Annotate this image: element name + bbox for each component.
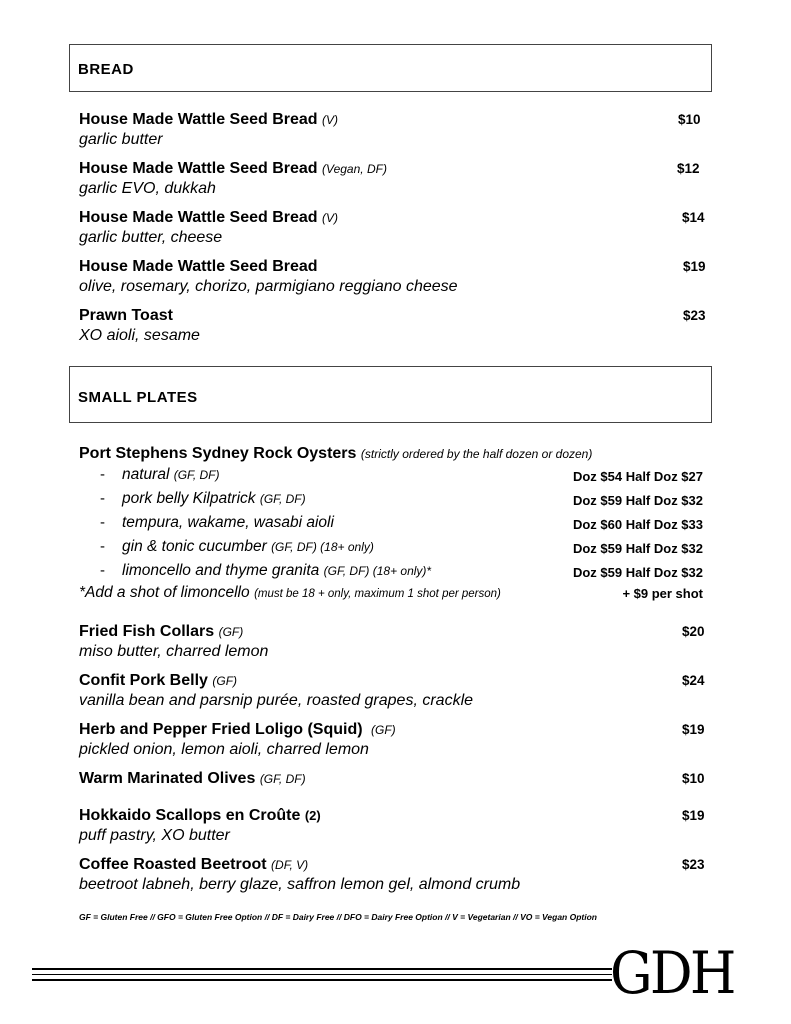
oyster-option [100, 538, 705, 558]
oyster-option [100, 562, 705, 582]
item-price: $19 [683, 259, 706, 274]
oyster-option-price: Doz $59 Half Doz $32 [572, 565, 703, 580]
menu-item [79, 770, 709, 790]
oyster-option-label: tempura, wakame, wasabi aioli [122, 514, 334, 531]
item-dietary-tag: (V) [322, 113, 339, 127]
item-description: pickled onion, lemon aioli, charred lemon [79, 741, 369, 758]
bread-section-title: BREAD [78, 61, 134, 78]
addon-note: (must be 18 + only, maximum 1 shot per person) [254, 588, 501, 600]
dietary-legend: GF = Gluten Free // GFO = Gluten Free Option // DF = Dairy Free // DFO = Dairy Free Option // V = Vegetarian // VO = Vegan Option [79, 912, 597, 922]
item-name: Hokkaido Scallops en Croûte [79, 807, 301, 824]
menu-item [79, 258, 709, 296]
oyster-option [100, 466, 705, 486]
oyster-option-label: limoncello and thyme granita [122, 562, 320, 579]
list-dash: - [100, 490, 105, 507]
item-price: $23 [683, 308, 706, 323]
oyster-option-label: natural [122, 466, 170, 483]
item-quantity: (2) [304, 808, 321, 823]
item-description: olive, rosemary, chorizo, parmigiano reggiano cheese [79, 278, 458, 295]
item-description: garlic butter, cheese [79, 229, 223, 246]
oyster-option-price: Doz $59 Half Doz $32 [572, 541, 703, 556]
menu-item [79, 160, 709, 198]
item-description: XO aioli, sesame [79, 327, 200, 344]
item-description: miso butter, charred lemon [79, 643, 269, 660]
item-name: House Made Wattle Seed Bread [79, 258, 318, 275]
item-name: Fried Fish Collars [79, 623, 215, 640]
oyster-option-tag: (GF, DF) (18+ only)* [323, 564, 432, 578]
item-price: $12 [677, 161, 700, 176]
menu-item [79, 856, 709, 894]
menu-item [79, 111, 709, 149]
item-name: House Made Wattle Seed Bread [79, 209, 318, 226]
gdh-logo: GDH [610, 939, 734, 1007]
oysters-heading [79, 445, 709, 463]
limoncello-addon [79, 584, 705, 604]
oyster-option-label: gin & tonic cucumber [122, 538, 267, 555]
item-name: Herb and Pepper Fried Loligo (Squid) [79, 721, 363, 738]
oyster-option-tag: (GF, DF) [259, 492, 306, 506]
menu-item [79, 623, 709, 661]
menu-item [79, 307, 709, 345]
item-price: $14 [682, 210, 705, 225]
item-dietary-tag: (GF, DF) [259, 772, 306, 786]
oyster-option-label: pork belly Kilpatrick [122, 490, 256, 507]
oyster-option-price: Doz $60 Half Doz $33 [572, 517, 703, 532]
list-dash: - [100, 562, 105, 579]
menu-item [79, 721, 709, 759]
item-price: $23 [682, 857, 705, 872]
item-price: $10 [682, 771, 705, 786]
item-dietary-tag: (GF) [212, 674, 238, 688]
item-dietary-tag: (Vegan, DF) [322, 162, 387, 176]
item-name: House Made Wattle Seed Bread [79, 111, 318, 128]
footer-rule [32, 968, 612, 985]
oysters-name: Port Stephens Sydney Rock Oysters [79, 445, 357, 462]
addon-label: *Add a shot of limoncello [79, 584, 250, 601]
small-plates-section-header [69, 366, 712, 423]
item-dietary-tag: (GF) [371, 723, 396, 737]
item-price: $10 [678, 112, 701, 127]
oyster-option-tag: (GF, DF) [173, 468, 220, 482]
item-price: $19 [682, 722, 705, 737]
bread-section-header [69, 44, 712, 92]
item-name: Prawn Toast [79, 307, 173, 324]
oyster-option [100, 490, 705, 510]
menu-item [79, 672, 709, 710]
item-name: Coffee Roasted Beetroot [79, 856, 267, 873]
item-price: $20 [682, 624, 705, 639]
oyster-option [100, 514, 705, 534]
list-dash: - [100, 514, 105, 531]
item-name: Confit Pork Belly [79, 672, 208, 689]
list-dash: - [100, 538, 105, 555]
item-description: vanilla bean and parsnip purée, roasted grapes, crackle [79, 692, 474, 709]
small-plates-section-title: SMALL PLATES [78, 389, 198, 406]
oyster-option-price: Doz $59 Half Doz $32 [572, 493, 703, 508]
item-dietary-tag: (DF, V) [271, 858, 309, 872]
item-description: puff pastry, XO butter [79, 827, 230, 844]
oyster-option-price: Doz $54 Half Doz $27 [572, 469, 703, 484]
item-dietary-tag: (GF) [218, 625, 244, 639]
item-dietary-tag: (V) [322, 211, 339, 225]
item-description: garlic EVO, dukkah [79, 180, 216, 197]
oyster-option-tag: (GF, DF) (18+ only) [271, 540, 374, 554]
menu-item [79, 807, 709, 845]
addon-price: + $9 per shot [622, 586, 703, 601]
oysters-order-note: (strictly ordered by the half dozen or dozen) [360, 447, 593, 461]
item-description: beetroot labneh, berry glaze, saffron lemon gel, almond crumb [79, 876, 521, 893]
item-name: Warm Marinated Olives [79, 770, 256, 787]
item-description: garlic butter [79, 131, 163, 148]
list-dash: - [100, 466, 105, 483]
item-price: $19 [682, 808, 705, 823]
menu-item [79, 209, 709, 247]
item-price: $24 [682, 673, 705, 688]
item-name: House Made Wattle Seed Bread [79, 160, 318, 177]
